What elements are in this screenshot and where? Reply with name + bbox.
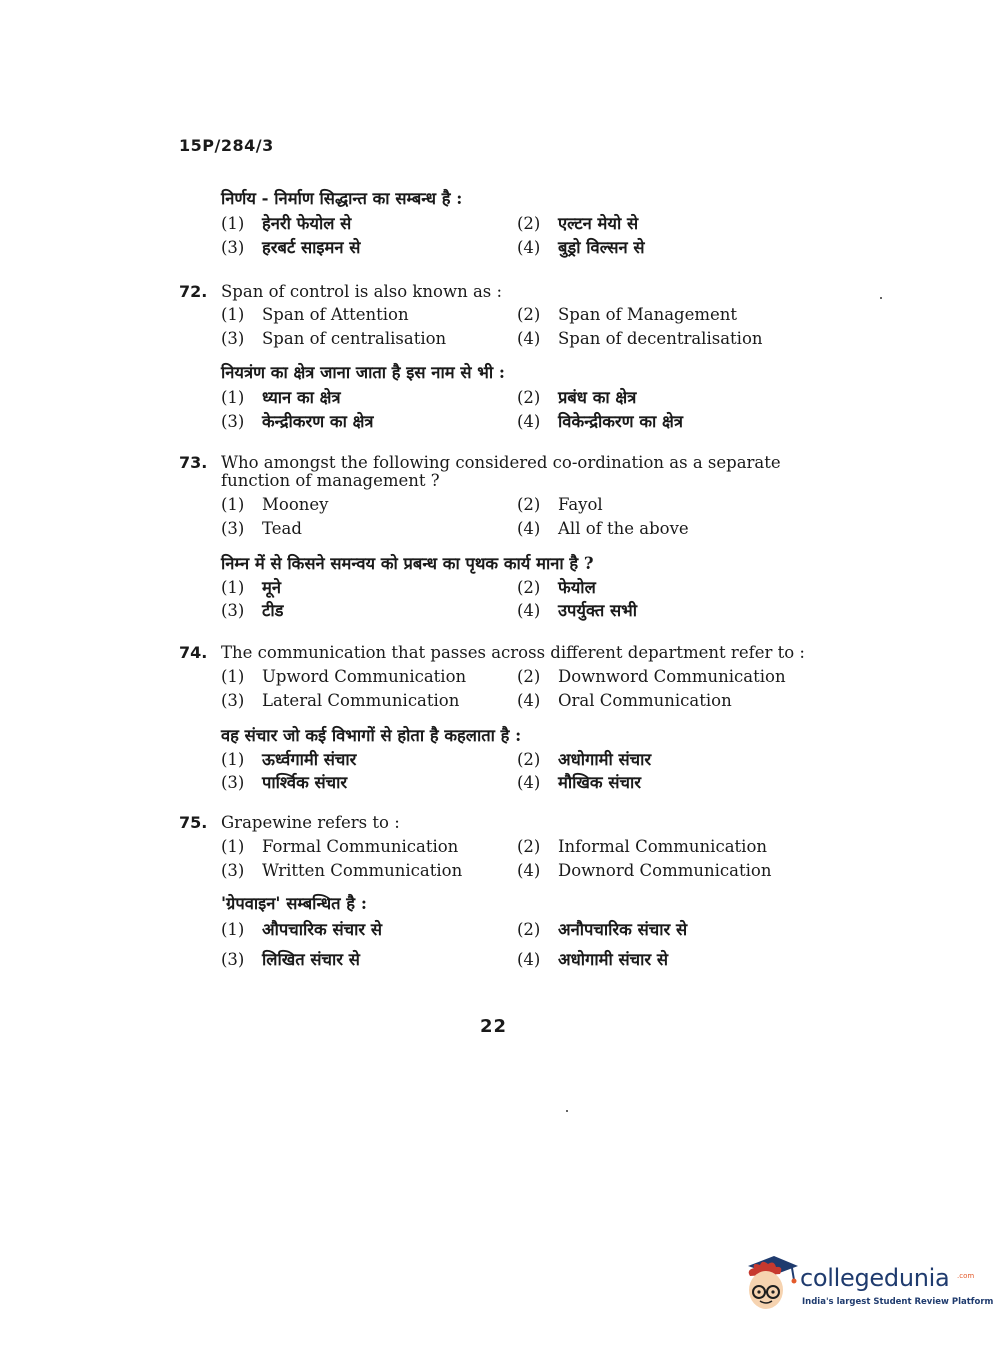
brand-name: collegedunia (800, 1264, 950, 1292)
option-2 (517, 211, 638, 234)
option-number: (4) (517, 329, 541, 348)
option-number: (4) (517, 519, 541, 538)
option-number: (3) (221, 861, 245, 880)
option-number: (3) (221, 329, 245, 348)
option-number: (4) (517, 601, 541, 620)
question-text-hi: नियत्रंण का क्षेत्र जाना जाता है इस नाम से भी : (221, 363, 505, 382)
option-text: Informal Communication (558, 837, 768, 856)
option-number: (3) (221, 950, 245, 969)
option-number: (3) (221, 238, 245, 257)
option-number: (1) (221, 750, 245, 769)
mascot-icon (740, 1250, 800, 1320)
option-number: (2) (517, 750, 541, 769)
option-2 (517, 837, 767, 856)
option-text: फेयोल (558, 578, 596, 597)
option-text: विकेन्द्रीकरण का क्षेत्र (558, 412, 683, 431)
option-1-hi (221, 747, 356, 770)
option-number: (3) (221, 412, 245, 431)
option-number: (2) (517, 388, 541, 407)
option-number: (1) (221, 388, 245, 407)
option-1 (221, 837, 458, 856)
option-text: हरबर्ट साइमन से (262, 238, 361, 257)
option-4 (517, 235, 645, 258)
option-4 (517, 691, 732, 710)
option-number: (1) (221, 578, 245, 597)
option-text: पार्श्विक संचार (262, 773, 348, 792)
option-3-hi (221, 947, 360, 970)
question-number: 73. (179, 453, 208, 472)
paper-code: 15P/284/3 (179, 136, 274, 155)
option-1-hi (221, 385, 341, 408)
option-text: औपचारिक संचार से (262, 920, 382, 939)
option-text: Written Communication (262, 861, 463, 880)
question-text-hi: निम्न में से किसने समन्वय को प्रबन्ध का पृथक कार्य माना है ? (221, 554, 594, 573)
option-number: (3) (221, 773, 245, 792)
option-text: All of the above (558, 519, 689, 538)
option-text: बुड्रो विल्सन से (558, 238, 645, 257)
option-number: (3) (221, 691, 245, 710)
option-text: Fayol (558, 495, 603, 514)
question-text-en: Span of control is also known as : (221, 282, 503, 301)
option-2-hi (517, 747, 651, 770)
option-text: ध्यान का क्षेत्र (262, 388, 341, 407)
option-text: ऊर्ध्वगामी संचार (262, 750, 357, 769)
scan-speck (880, 297, 882, 299)
option-text: Oral Communication (558, 691, 732, 710)
question-text-en-continued: function of management ? (221, 471, 440, 490)
option-text: केन्द्रीकरण का क्षेत्र (262, 412, 374, 431)
option-1-hi (221, 575, 281, 598)
option-text: मौखिक संचार (558, 773, 641, 792)
option-4 (517, 861, 771, 880)
option-1-hi (221, 917, 382, 940)
collegedunia-logo (740, 1250, 994, 1320)
option-2-hi (517, 385, 636, 408)
option-number: (2) (517, 667, 541, 686)
question-text-hi: निर्णय - निर्माण सिद्धान्त का सम्बन्ध है : (221, 189, 463, 208)
option-3-hi (221, 770, 347, 793)
option-number: (3) (221, 519, 245, 538)
option-number: (2) (517, 837, 541, 856)
option-text: अधोगामी संचार (558, 750, 652, 769)
option-2 (517, 495, 603, 514)
option-text: Span of Management (558, 305, 738, 324)
option-number: (2) (517, 578, 541, 597)
option-number: (2) (517, 305, 541, 324)
option-text: Upword Communication (262, 667, 467, 686)
page-number: 22 (480, 1016, 508, 1037)
option-text: प्रबंध का क्षेत्र (558, 388, 637, 407)
scan-speck (566, 1110, 568, 1112)
option-text: टीड (262, 601, 284, 620)
brand-tagline: India's largest Student Review Platform (802, 1297, 994, 1307)
option-4 (517, 519, 689, 538)
option-number: (2) (517, 495, 541, 514)
option-number: (1) (221, 920, 245, 939)
option-3 (221, 691, 459, 710)
question-text-en: The communication that passes across different department refer to : (221, 643, 805, 662)
option-1 (221, 211, 351, 234)
option-1 (221, 667, 466, 686)
option-3-hi (221, 409, 374, 432)
option-text: एल्टन मेयो से (558, 214, 639, 233)
option-3 (221, 235, 360, 258)
option-text: मूने (262, 578, 282, 597)
option-text: Formal Communication (262, 837, 459, 856)
question-number: 74. (179, 643, 208, 662)
option-3 (221, 519, 302, 538)
option-text: Tead (262, 519, 302, 538)
option-text: अधोगामी संचार से (558, 950, 669, 969)
option-number: (2) (517, 920, 541, 939)
option-text: हेनरी फेयोल से (262, 214, 352, 233)
option-number: (3) (221, 601, 245, 620)
option-text: Downword Communication (558, 667, 786, 686)
option-3 (221, 861, 462, 880)
option-number: (4) (517, 691, 541, 710)
option-1 (221, 495, 328, 514)
option-text: Span of Attention (262, 305, 409, 324)
option-number: (1) (221, 495, 245, 514)
option-text: Span of decentralisation (558, 329, 763, 348)
option-number: (4) (517, 238, 541, 257)
option-number: (1) (221, 305, 245, 324)
option-3 (221, 329, 446, 348)
option-2-hi (517, 917, 687, 940)
brand-suffix: .com (957, 1272, 975, 1280)
option-4 (517, 329, 763, 348)
option-number: (4) (517, 412, 541, 431)
option-number: (4) (517, 950, 541, 969)
question-text-en: Grapewine refers to : (221, 813, 400, 832)
option-number: (1) (221, 667, 245, 686)
option-4-hi (517, 409, 683, 432)
option-4-hi (517, 598, 637, 621)
option-text: उपर्युक्त सभी (558, 601, 638, 620)
option-2-hi (517, 575, 596, 598)
option-number: (4) (517, 773, 541, 792)
question-text-en: Who amongst the following considered co-ordination as a separate (221, 453, 781, 472)
option-1 (221, 305, 409, 324)
question-number: 75. (179, 813, 208, 832)
option-2 (517, 305, 737, 324)
option-number: (1) (221, 837, 245, 856)
option-4-hi (517, 947, 668, 970)
question-text-hi: वह संचार जो कई विभागों से होता है कहलाता है : (221, 726, 522, 745)
option-2 (517, 667, 786, 686)
option-text: Mooney (262, 495, 329, 514)
option-3-hi (221, 598, 283, 621)
option-number: (1) (221, 214, 245, 233)
option-number: (2) (517, 214, 541, 233)
option-text: Span of centralisation (262, 329, 447, 348)
option-text: लिखित संचार से (262, 950, 360, 969)
option-number: (4) (517, 861, 541, 880)
question-number: 72. (179, 282, 208, 301)
question-text-hi: 'ग्रेपवाइन' सम्बन्धित है : (221, 894, 367, 913)
option-text: Downord Communication (558, 861, 772, 880)
option-4-hi (517, 770, 641, 793)
option-text: Lateral Communication (262, 691, 460, 710)
option-text: अनौपचारिक संचार से (558, 920, 688, 939)
